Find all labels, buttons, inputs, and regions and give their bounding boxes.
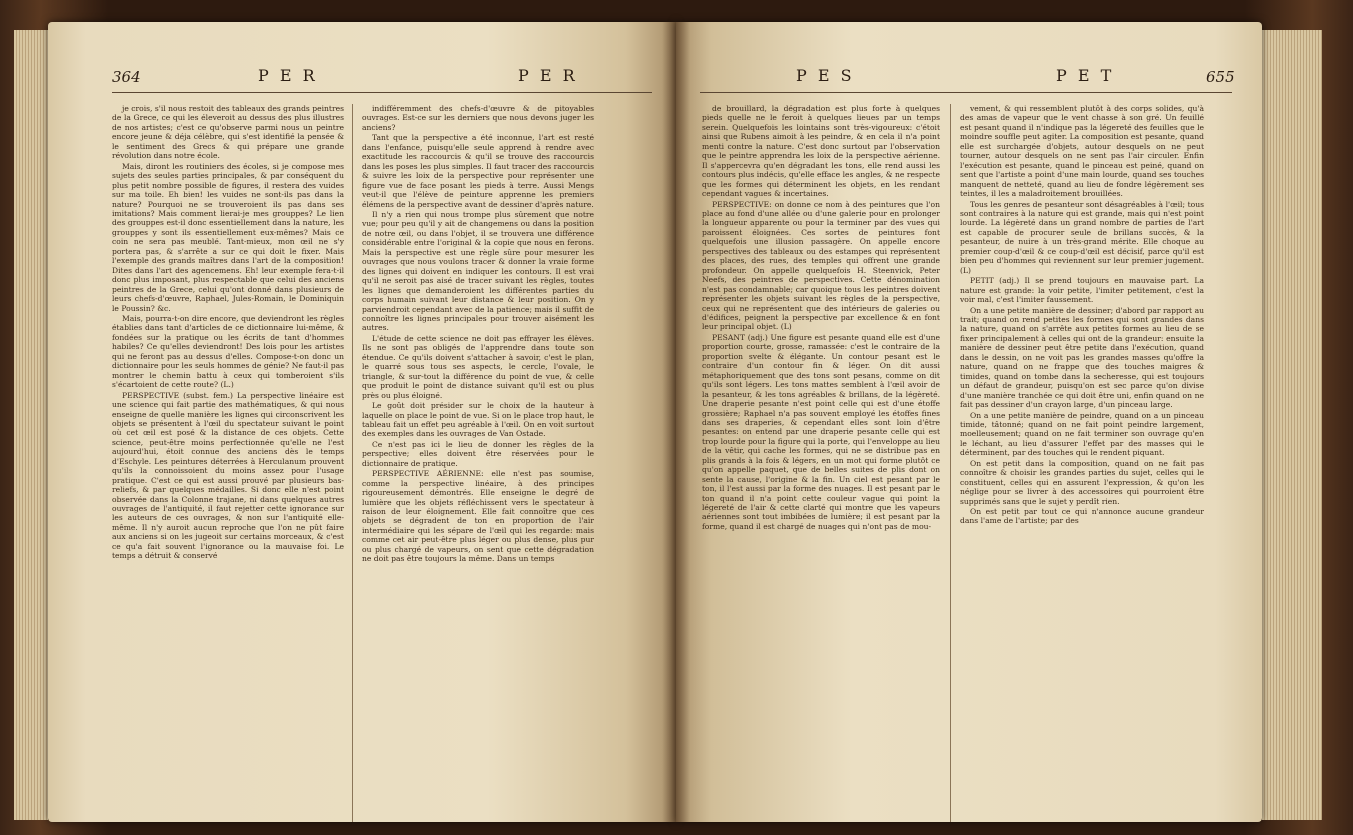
paragraph: Tous les genres de pesanteur sont désagréables à l'œil; tous sont contraires à la nature qui est grande, mais qui n'est point lourde. La légèreté dans un grand nombre de parties de l'art est capable de procurer seule de brillans succès, & la pesanteur, de nuire à un très-grand mérite. Elle choque au premier coup-d'œil & ce coup-d'œil est décisif, parce qu'il est bien peu d'hommes qui reviennent sur leur premier jugement. (L) bbox=[960, 199, 1204, 275]
paragraph: indifféremment des chefs-d'œuvre & de pitoyables ouvrages. Est-ce sur les derniers que nous devons juger les anciens? bbox=[362, 104, 594, 132]
paragraph: PERSPECTIVE (subst. fem.) La perspective linéaire est une science qui fait partie des mathématiques, & qui nous enseigne de quelle manière les lignes qui circonscrivent les objets se présentent à l'œil du spectateur suivant le point où cet œil est posé & la distance de ces objets. Cette science, peut-être moins perfectionnée qu'elle ne l'est aujourd'hui, étoit connue des anciens dès le temps d'Eschyle. Les peintures déterrées à Herculanum prouvent qu'ils la connoissoient du moins assez pour l'usage pratique. C'est ce qui est aussi prouvé par plusieurs bas-reliefs, & par quelques médailles. Si donc elle n'est point observée dans la Colonne trajane, ni dans quelques autres ouvrages de l'antiquité, il faut rejetter cette ignorance sur les auteurs de ces ouvrages, & non sur l'antiquité elle-même. Il n'y auroit aucun reproche que l'on ne pût faire aux anciens si on les jugeoit sur certains morceaux, & c'est ce qu'a fait souvent l'ignorance ou la mauvaise foi. Le temps a détruit & conservé bbox=[112, 390, 344, 561]
left-page-number: 364 bbox=[112, 68, 141, 86]
paragraph: je crois, s'il nous restoit des tableaux des grands peintres de la Grece, ce qui les éleveroit au dessus des plus illustres de nos artistes; c'est ce qu'observe parmi nous un peintre encore jeune & déja célèbre, qui s'est identifié la pensée & le sentiment des Grecs & qui prépare une grande révolution dans notre école. bbox=[112, 104, 344, 161]
right-page-edges bbox=[1262, 30, 1322, 820]
paragraph: vement, & qui ressemblent plutôt à des corps solides, qu'à des amas de vapeur que le vent chasse à son gré. Un feuillé est pesant quand il n'indique pas la légereté des feuilles que le moindre souffle peut agiter. La composition est pesante, quand elle est surchargée d'objets, autour desquels on ne peut tourner, autour desquels on ne sent pas l'air circuler. Enfin l'exécution est pesante, quand le pinceau est peiné, quand on sent que l'artiste a point d'une main lourde, quand ses touches manquent de netteté, quand au lieu de fondre légèrement ses teintes, il les a maladroitement brouillées. bbox=[960, 104, 1204, 199]
paragraph: PERSPECTIVE: on donne ce nom à des peintures que l'on place au fond d'une allée ou d'une galerie pour en prolonger la longueur apparente ou pour la terminer par des vues qui paroissent éloignées. Ces sortes de peintures font quelquefois une illusion passagère. On appelle encore perspectives des tableaux ou des estampes qui représentent des places, des rues, des temples qui offrent une grande profondeur. On appelle quelquefois H. Steenvick, Peter Neefs, des peintres de perspectives. Cette dénomination n'est pas condamnable; car quoique tous les peintres doivent représenter les objets suivant les règles de la perspective, ceux qui ne représentent que des intérieurs de galeries ou d'édifices, peignent la perspective par excellence & en font leur principal objet. (L) bbox=[702, 199, 940, 332]
right-page bbox=[676, 22, 1262, 822]
right-header-rule bbox=[700, 92, 1232, 93]
left-header-right: P E R bbox=[518, 66, 578, 85]
paragraph: L'étude de cette science ne doit pas effrayer les élèves. Ils ne sont pas obligés de l'apprendre dans toute son étendue. Ce qu'ils doivent s'attacher à savoir, c'est le plan, le quarré sous tous ses aspects, le cercle, l'ovale, le triangle, & sur-tout la différence du point de vue, & celle que produit le point de distance suivant qu'il est ou plus près ou plus éloigné. bbox=[362, 333, 594, 400]
paragraph: PETIT (adj.) Il se prend toujours en mauvaise part. La nature est grande: la voir petite, l'imiter petitement, c'est la voir mal, c'est l'imiter faussement. bbox=[960, 276, 1204, 305]
paragraph: Ce n'est pas ici le lieu de donner les règles de la perspective; elles doivent être réservées pour le dictionnaire de pratique. bbox=[362, 439, 594, 468]
left-page bbox=[48, 22, 676, 822]
right-column-1 bbox=[702, 104, 940, 532]
paragraph: On est petit dans la composition, quand on ne fait pas connoître & choisir les grandes parties du sujet, celles qui le constituent, celles qui en assurent l'expression, & qu'on les néglige pour se livrer à des accessoires qui pourroient être supprimés sans que le sujet y perdît rien. bbox=[960, 458, 1204, 506]
paragraph: On a une petite manière de dessiner; d'abord par rapport au trait; quand on rend petites les formes qui sont grandes dans la nature, quand on s'arrête aux petites formes au lieu de se fixer principalement à celles qui ont de la grandeur: ensuite la manière de dessiner peut être petite dans l'exécution, quand dans le dessin, on ne voit pas les grandes masses qu'offre la nature, quand on ne frappe que des touches maigres & timides, quand on tombe dans la secheresse, qui est toujours un défaut de grandeur, puisqu'on est sec parce qu'on divise d'une manière tranchée ce qui doit être uni, enfin quand on ne fait pas dessiner d'un crayon large, d'un pinceau large. bbox=[960, 305, 1204, 410]
right-header-left: P E S bbox=[796, 66, 855, 85]
left-column-2 bbox=[362, 104, 594, 565]
paragraph: Mais, diront les routiniers des écoles, si je compose mes sujets des seules parties principales, & par conséquent du plus petit nombre possible de figures, il restera des vuides sur ma toile. Eh bien! les vuides ne sont-ils pas dans la nature? Pourquoi ne se trouveroient ils pas dans ses imitations? Mais comment lierai-je mes grouppes? Le lien des grouppes est-il donc essentiellement dans la nature, les grouppes y sont ils essentiellement eux-mêmes? Mais ce coin ne sera pas meublé. Tant-mieux, mon œil ne s'y portera pas, & s'arrête a sur ce qui doit le fixer. Mais l'exemple des grands maîtres dans l'art de la composition! Dites dans l'art des agencemens. Eh! leur exemple fera-t-il donc plus imposant, plus respectable que celui des anciens peintres de la Grece, celui qu'ont donné dans plusieurs de leurs chefs-d'œuvre, Raphael, Jules-Romain, le Dominiquin le Poussin? &c. bbox=[112, 161, 344, 313]
left-column-1 bbox=[112, 104, 344, 562]
paragraph: Tant que la perspective a été inconnue, l'art est resté dans l'enfance, puisqu'elle seule apprend à rendre avec exactitude les raccourcis & qu'il se trouve des raccourcis dans les poses les plus simples. Il faut tracer des raccourcis & suivre les loix de la perspective pour représenter une figure vue de face posant les pieds à terre. Aussi Mengs veut-il que l'élève de peinture apprenne les premiers élémens de la perspective avant de dessiner d'après nature. bbox=[362, 133, 594, 209]
left-page-edges bbox=[14, 30, 48, 820]
left-header-left: P E R bbox=[258, 66, 318, 85]
paragraph: PERSPECTIVE AÉRIENNE: elle n'est pas soumise, comme la perspective linéaire, à des principes rigoureusement démontrés. Elle enseigne le degré de lumière que les objets réfléchissent vers le spectateur à raison de leur éloignement. Elle fait connoître que ces objets se dégradent de ton en proportion de l'air intermédiaire qui les sépare de l'œil qui les regarde: mais comme cet air peut-être plus léger ou plus dense, plus pur ou plus chargé de vapeurs, on sent que cette dégradation ne doit pas être toujours la même. Dans un temps bbox=[362, 469, 594, 564]
book-gutter bbox=[662, 22, 690, 822]
paragraph: de brouillard, la dégradation est plus forte à quelques pieds quelle ne le feroit à quelques lieues par un temps serein. Quelquefois les lointains sont très-vigoureux: c'étoit ainsi que Rubens aimoit à les peindre, & en cela il n'a point menti contre la nature. C'est donc surtout par l'observation que le peintre apprendra les loix de la perspective aérienne. Il s'appercevra qu'en dégradant les tons, elle rend aussi les contours plus indécis, qu'elle efface les angles, & ne respecte que les formes qui déterminent les objets, en les rendant cependant vagues & incertaines. bbox=[702, 104, 940, 199]
right-page-number: 655 bbox=[1206, 68, 1235, 86]
paragraph: Mais, pourra-t-on dire encore, que deviendront les règles établies dans tant d'articles de ce dictionnaire lui-même, & fondées sur la pratique ou les écrits de tant d'hommes habiles? Ce qu'elles deviendront! Des lois pour les artistes qui ne feront pas au dessus d'elles. Compose-t-on donc un dictionnaire pour les seuls hommes de génie? Ne faut-il pas montrer le chemin battu à ceux qui tomberoient s'ils s'écartoient de cette route? (L.) bbox=[112, 313, 344, 390]
right-column-divider bbox=[950, 104, 951, 822]
left-column-divider bbox=[352, 104, 353, 822]
left-header-rule bbox=[112, 92, 652, 93]
paragraph: Il n'y a rien qui nous trompe plus sûrement que notre vue; pour peu qu'il y ait de changemens ou dans la position de notre œil, ou dans l'objet, il se trouvera une différence considérable entre l'original & la copie que nous en ferons. Mais la perspective est une règle sûre pour mesurer les ouvrages que nous voulons tracer & donner la vraie forme des lignes qui doivent en indiquer les contours. Il est vrai qu'il ne seroit pas aisé de tracer suivant les règles, toutes les lignes que demanderoient les différentes parties du corps humain suivant leur distance & leur position. On y parviendroit cependant avec de la patience; mais il suffit de connoître les lignes principales pour trouver aisément les autres. bbox=[362, 209, 594, 333]
paragraph: PESANT (adj.) Une figure est pesante quand elle est d'une proportion courte, grosse, ramassée: c'est le contraire de la proportion svelte & élégante. Un contour pesant est le contraire d'un contour fin & léger. On dit aussi métaphoriquement que des tons sont pesans, comme on dit qu'ils sont légers. Les tons mattes semblent à l'œil avoir de la pesanteur, & les tons agréables & brillans, de la légèreté. Une draperie pesante n'est point celle qui est d'une étoffe grossière; Raphael n'a pas souvent employé les étoffes fines dans ses draperies, & cependant elles sont loin d'être pesantes: on entend par une draperie pesante celle qui est trop lourde pour la figure qui la porte, qui l'enveloppe au lieu de la vêtir, qui cache les formes, qui ne se distribue pas en plis grands à la fois & légers, en un mot qui forme plutôt ce qu'on appelle paquet, que de belles suites de plis dont on sente la cause, l'origine & la fin. Un ciel est pesant par le ton, il l'est aussi par la forme des nuages. Il est pesant par le ton quand il n'a point cette couleur vague qui point la légereté de l'air & cette clarté qui montre que les vapeurs aériennes sont tout imbibées de lumière; il est pesant par la forme, quand il est chargé de nuages qui n'ont pas de mou- bbox=[702, 332, 940, 531]
paragraph: Le goût doit présider sur le choix de la hauteur à laquelle on place le point de vue. Si on le place trop haut, le tableau fait un effet peu agréable à l'œil. On en voit surtout des exemples dans les ouvrages de Van Ostade. bbox=[362, 401, 594, 439]
right-header-right: P E T bbox=[1056, 66, 1115, 85]
paragraph: On a une petite manière de peindre, quand on a un pinceau timide, tâtonné; quand on ne fait point peindre largement, moelleusement; quand on ne fait terminer son ouvrage qu'en le léchant, au lieu d'assurer l'effet par des masses qui le déterminent, par des touches qui le rendent piquant. bbox=[960, 410, 1204, 458]
paragraph: On est petit par tout ce qui n'annonce aucune grandeur dans l'ame de l'artiste; par des bbox=[960, 507, 1204, 526]
right-column-2 bbox=[960, 104, 1204, 527]
